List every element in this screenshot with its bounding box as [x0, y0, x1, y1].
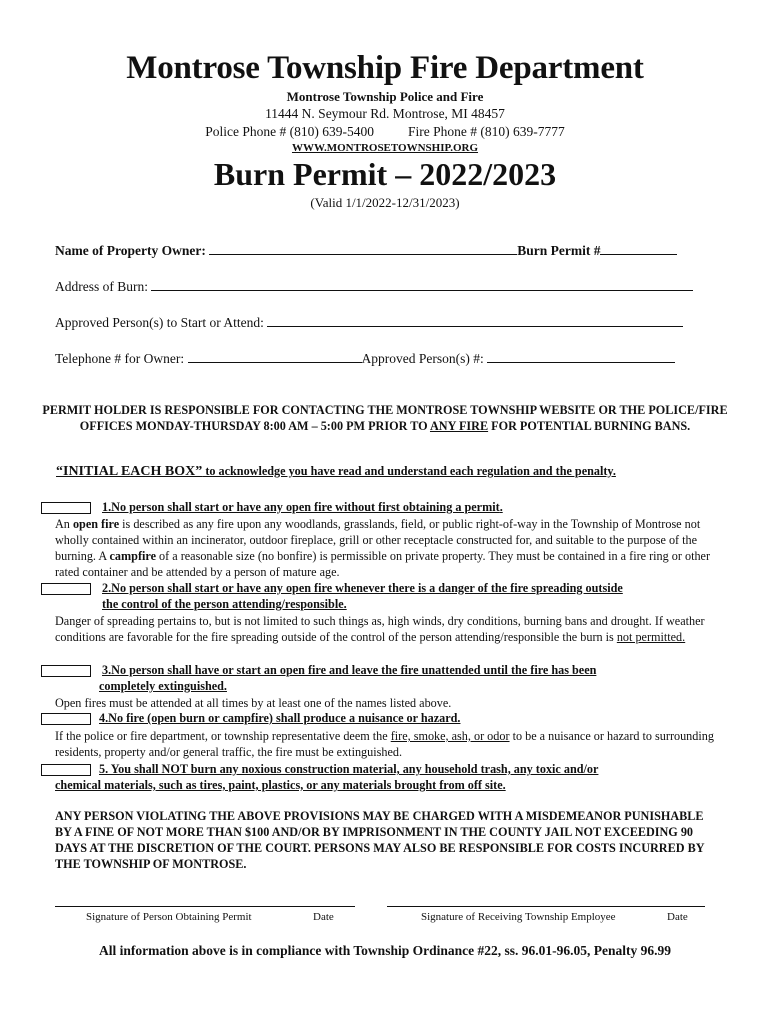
telephone-field[interactable]	[188, 349, 362, 363]
initial-box-4[interactable]	[41, 713, 91, 725]
approved-label: Approved Person(s) to Start or Attend:	[55, 315, 268, 330]
employee-signature-line[interactable]	[387, 906, 705, 907]
owner-signature-label: Signature of Person Obtaining Permit	[86, 911, 252, 923]
ordinance-footer: All information above is in compliance with Township Ordinance #22, ss. 96.01-96.05, Penalty 96.99	[99, 943, 671, 958]
valid-dates: (Valid 1/1/2022-12/31/2023)	[310, 195, 460, 210]
website-link[interactable]: WWW.MONTROSETOWNSHIP.ORG	[291, 142, 479, 154]
regulation-5-title-line1: 5. You shall NOT burn any noxious construction material, any household trash, any toxic and/or	[99, 762, 599, 776]
org-name: Montrose Township Police and Fire	[286, 89, 484, 104]
regulation-3-title-line2: completely extinguished.	[99, 679, 227, 693]
owner-row	[55, 241, 677, 259]
permit-number-label: Burn Permit #	[517, 243, 601, 258]
any-fire-emphasis: ANY FIRE	[429, 419, 489, 433]
telephone-label: Telephone # for Owner:	[55, 351, 188, 366]
regulation-1-title: 1.No person shall start or have any open fire without first obtaining a permit.	[102, 500, 503, 514]
police-phone: Police Phone # (810) 639-5400	[205, 124, 374, 139]
owner-label: Name of Property Owner:	[55, 243, 210, 258]
approved-persons-field[interactable]	[267, 313, 683, 327]
violation-warning: ANY PERSON VIOLATING THE ABOVE PROVISIONS MAY BE CHARGED WITH A MISDEMEANOR PUNISHABLE BY A FINE OF NOT MORE THAN $100 AND/OR BY IMPRISONMENT IN THE COUNTY JAIL NOT EXCEEDING 90 DAYS AT THE DISCRETION OF THE COURT. PERSONS MAY ALSO BE RESPONSIBLE FOR COSTS INCURRED BY THE TOWNSHIP OF MONTROSE.	[55, 809, 705, 871]
regulation-2-title-line2: the control of the person attending/responsible.	[102, 597, 347, 611]
burning-ban-notice: PERMIT HOLDER IS RESPONSIBLE FOR CONTACTING THE MONTROSE TOWNSHIP WEBSITE OR THE POLICE/FIRE OFFICES MONDAY-THURSDAY 8:00 AM – 5:00 PM PRIOR TO ANY FIRE FOR POTENTIAL BURNING BANS.	[42, 403, 728, 433]
owner-signature-date-label: Date	[313, 911, 334, 923]
permit-number-field[interactable]	[600, 241, 677, 255]
approved-number-label: Approved Person(s) #:	[361, 351, 488, 366]
regulation-4-title: 4.No fire (open burn or campfire) shall produce a nuisance or hazard.	[99, 711, 461, 725]
initial-instruction: “INITIAL EACH BOX” to acknowledge you have read and understand each regulation and the penalty.	[56, 464, 616, 479]
employee-signature-label: Signature of Receiving Township Employee	[421, 911, 616, 923]
initial-each-box: “INITIAL EACH BOX”	[56, 464, 203, 479]
regulation-3-title-line1: 3.No person shall have or start an open fire and leave the fire unattended until the fire has been	[102, 663, 597, 677]
approved-row	[55, 313, 683, 331]
initial-box-5[interactable]	[41, 764, 91, 776]
permit-title: Burn Permit – 2022/2023	[213, 156, 557, 192]
fire-phone: Fire Phone # (810) 639-7777	[408, 124, 565, 139]
regulation-4-text: If the police or fire department, or township representative deem the fire, smoke, ash, or odor to be a nuisance or hazard to surrounding residents, property and/or general traffic, the fire must be extinguished.	[55, 729, 714, 759]
regulation-3-text: Open fires must be attended at all times by at least one of the names listed above.	[55, 696, 452, 710]
regulation-5-title-line2: chemical materials, such as tires, paint, plastics, or any materials brought from off site.	[55, 778, 506, 792]
telephone-row	[55, 349, 675, 367]
regulation-2-title-line1: 2.No person shall start or have any open fire whenever there is a danger of the fire spreading outside	[102, 581, 623, 595]
employee-signature-date-label: Date	[667, 911, 688, 923]
org-address: 11444 N. Seymour Rd. Montrose, MI 48457	[265, 106, 505, 121]
page-title: Montrose Township Fire Department	[126, 50, 644, 86]
initial-box-2[interactable]	[41, 583, 91, 595]
owner-name-field[interactable]	[209, 241, 517, 255]
initial-box-3[interactable]	[41, 665, 91, 677]
regulation-1-text: An open fire is described as any fire upon any woodlands, grasslands, field, or public right-of-way in the Township of Montrose not wholly contained within an incinerator, outdoor fireplace, grill or other receptacle constructed for, and suitable to the purpose of the burning. A campfire of a reasonable size (no bonfire) is permissible on private property. They must be contained in a fire ring or other rated container and be attended by a person of mature age.	[55, 517, 711, 579]
initial-box-1[interactable]	[41, 502, 91, 514]
address-row	[55, 277, 693, 295]
address-field[interactable]	[151, 277, 693, 291]
regulation-2-text: Danger of spreading pertains to, but is not limited to such things as, high winds, dry conditions, burning bans and drought. If weather conditions are favorable for the fire spreading outside of the control of the person attending/responsible the burn is not permitted.	[55, 614, 705, 644]
phone-numbers	[0, 124, 770, 140]
approved-number-field[interactable]	[487, 349, 675, 363]
owner-signature-line[interactable]	[55, 906, 355, 907]
address-label: Address of Burn:	[55, 279, 152, 294]
